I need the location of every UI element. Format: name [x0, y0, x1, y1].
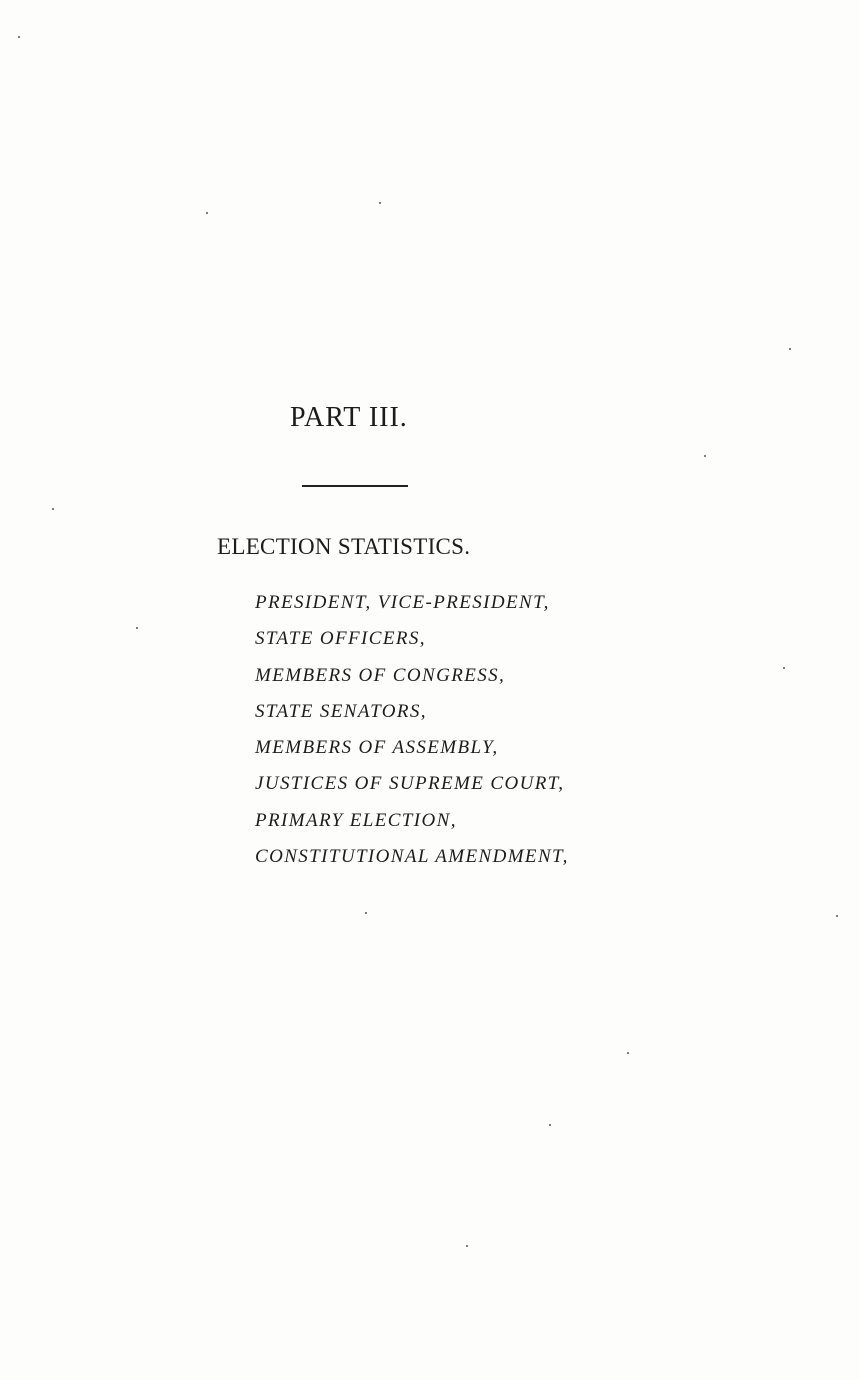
section-heading: ELECTION STATISTICS. [217, 534, 471, 559]
contents-item: STATE OFFICERS, [255, 628, 426, 650]
scan-speck [206, 212, 208, 214]
scan-speck [52, 508, 54, 510]
contents-item: PRESIDENT, VICE-PRESIDENT, [255, 592, 550, 613]
contents-list [255, 588, 569, 878]
scan-speck [704, 455, 706, 457]
contents-item: MEMBERS OF ASSEMBLY, [255, 737, 499, 759]
contents-item: PRIMARY ELECTION, [255, 809, 457, 831]
contents-item: CONSTITUTIONAL AMENDMENT, [255, 846, 569, 868]
contents-item: MEMBERS OF CONGRESS, [255, 664, 506, 686]
scan-speck [549, 1124, 551, 1126]
scan-speck [379, 202, 381, 204]
scan-speck [18, 36, 20, 38]
divider-rule [302, 485, 408, 487]
contents-item: STATE SENATORS, [255, 700, 427, 722]
scan-speck [136, 627, 138, 629]
scan-speck [627, 1052, 629, 1054]
scan-speck [789, 348, 791, 350]
scan-speck [836, 915, 838, 917]
scan-speck [365, 912, 367, 914]
scan-speck [783, 667, 785, 669]
part-heading: PART III. [290, 402, 408, 433]
scan-speck [466, 1245, 468, 1247]
contents-item: JUSTICES OF SUPREME COURT, [255, 773, 565, 795]
